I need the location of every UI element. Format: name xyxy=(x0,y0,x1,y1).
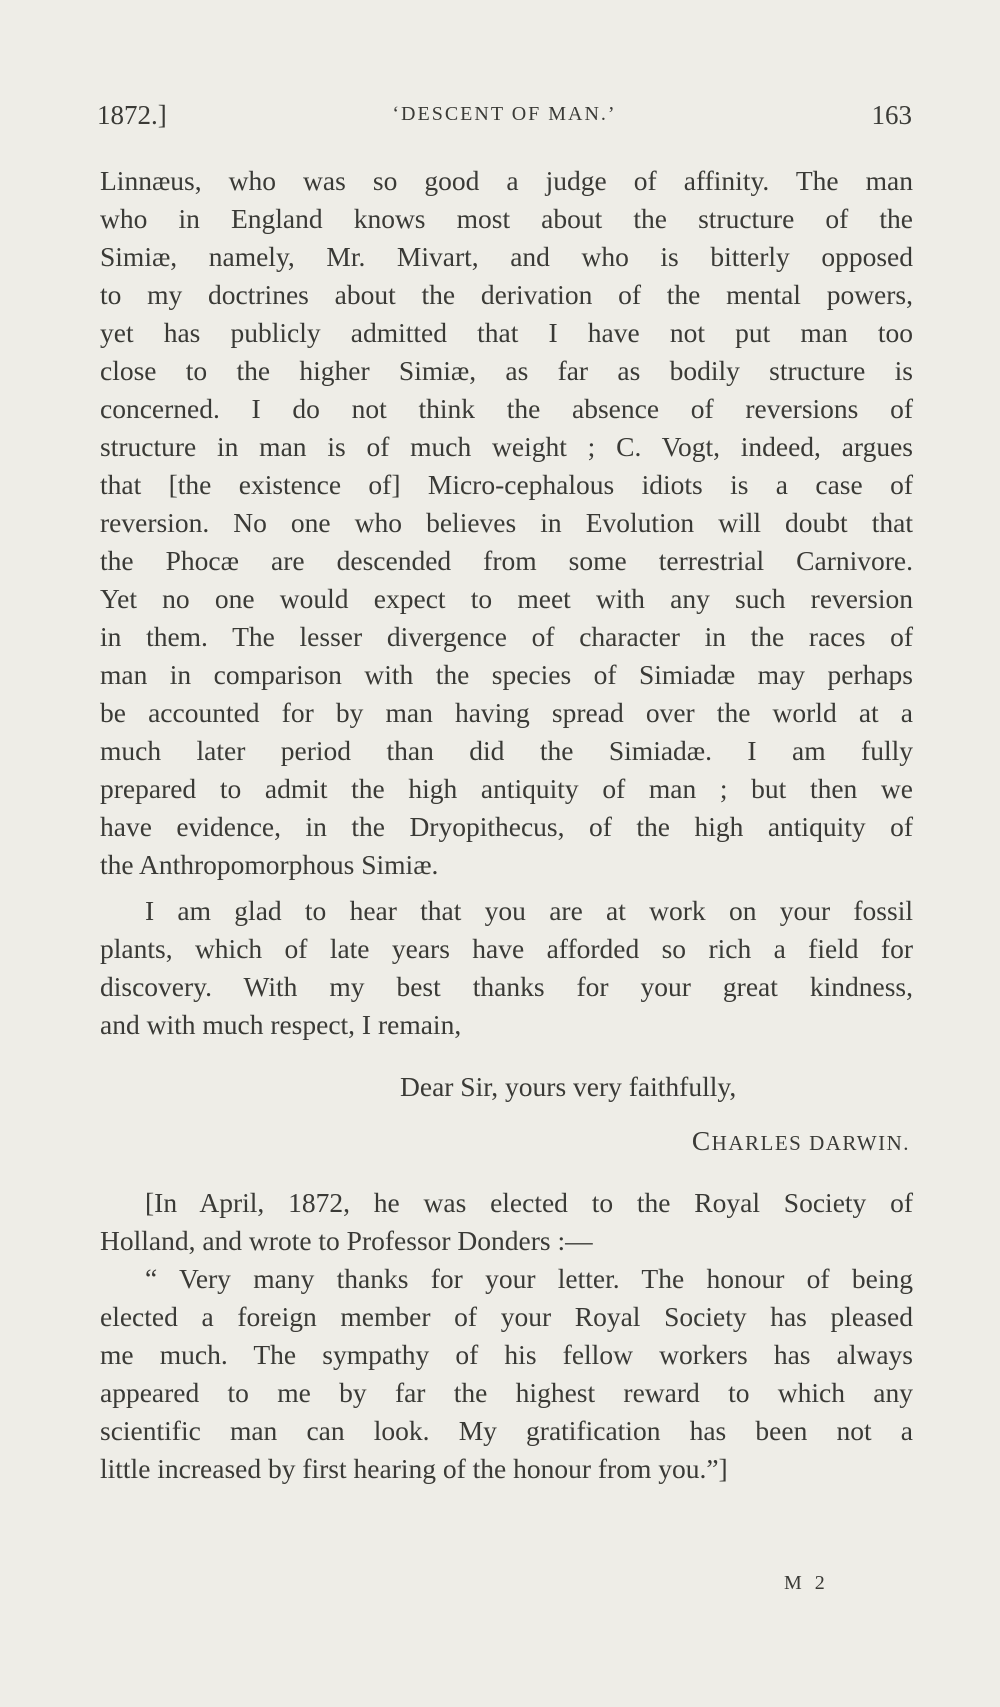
text-line: reversion. No one who believes in Evolution will doubt that xyxy=(100,507,913,538)
letter-signature: CHARLES DARWIN. xyxy=(691,1125,910,1156)
text-line: [In April, 1872, he was elected to the Royal Society of xyxy=(145,1187,913,1218)
text-line: scientific man can look. My gratification has been not a xyxy=(100,1415,913,1446)
text-line: have evidence, in the Dryopithecus, of the high antiquity of xyxy=(100,811,913,842)
text-line: Linnæus, who was so good a judge of affinity. The man xyxy=(100,165,913,196)
text-line: appeared to me by far the highest reward to which any xyxy=(100,1377,913,1408)
text-line: be accounted for by man having spread over the world at a xyxy=(100,697,913,728)
running-head-title: ‘DESCENT OF MAN.’ xyxy=(392,103,617,125)
text-line: close to the higher Simiæ, as far as bodily structure is xyxy=(100,355,913,386)
text-line: that [the existence of] Micro-cephalous idiots is a case of xyxy=(100,469,913,500)
text-line: discovery. With my best thanks for your great kindness, xyxy=(100,971,913,1002)
text-line: prepared to admit the high antiquity of man ; but then we xyxy=(100,773,913,804)
text-line: in them. The lesser divergence of character in the races of xyxy=(100,621,913,652)
page-number: 163 xyxy=(871,100,912,130)
text-line: who in England knows most about the structure of the xyxy=(100,203,913,234)
letter-closing: Dear Sir, yours very faithfully, xyxy=(400,1071,737,1102)
text-line: much later period than did the Simiadæ. I am fully xyxy=(100,735,913,766)
text-line: the Anthropomorphous Simiæ. xyxy=(100,849,439,880)
text-line: me much. The sympathy of his fellow workers has always xyxy=(100,1339,913,1370)
text-line: yet has publicly admitted that I have not put man too xyxy=(100,317,913,348)
text-line: little increased by first hearing of the honour from you.”] xyxy=(100,1453,728,1484)
text-line: plants, which of late years have afforded so rich a field for xyxy=(100,933,913,964)
text-line: “ Very many thanks for your letter. The honour of being xyxy=(145,1263,913,1294)
text-line: and with much respect, I remain, xyxy=(100,1009,462,1040)
text-line: concerned. I do not think the absence of reversions of xyxy=(100,393,913,424)
signature-mark: M 2 xyxy=(784,1572,829,1594)
text-line: Holland, and wrote to Professor Donders :— xyxy=(100,1225,593,1256)
text-line: the Phocæ are descended from some terrestrial Carnivore. xyxy=(100,545,913,576)
text-line: I am glad to hear that you are at work on your fossil xyxy=(145,895,913,926)
running-head xyxy=(97,100,912,136)
text-line: structure in man is of much weight ; C. Vogt, indeed, argues xyxy=(100,431,913,462)
running-head-year: 1872.] xyxy=(97,100,167,130)
text-line: man in comparison with the species of Simiadæ may perhaps xyxy=(100,659,913,690)
text-line: Simiæ, namely, Mr. Mivart, and who is bitterly opposed xyxy=(100,241,913,272)
text-line: elected a foreign member of your Royal Society has pleased xyxy=(100,1301,913,1332)
text-line: to my doctrines about the derivation of the mental powers, xyxy=(100,279,913,310)
text-line: Yet no one would expect to meet with any such reversion xyxy=(100,583,913,614)
